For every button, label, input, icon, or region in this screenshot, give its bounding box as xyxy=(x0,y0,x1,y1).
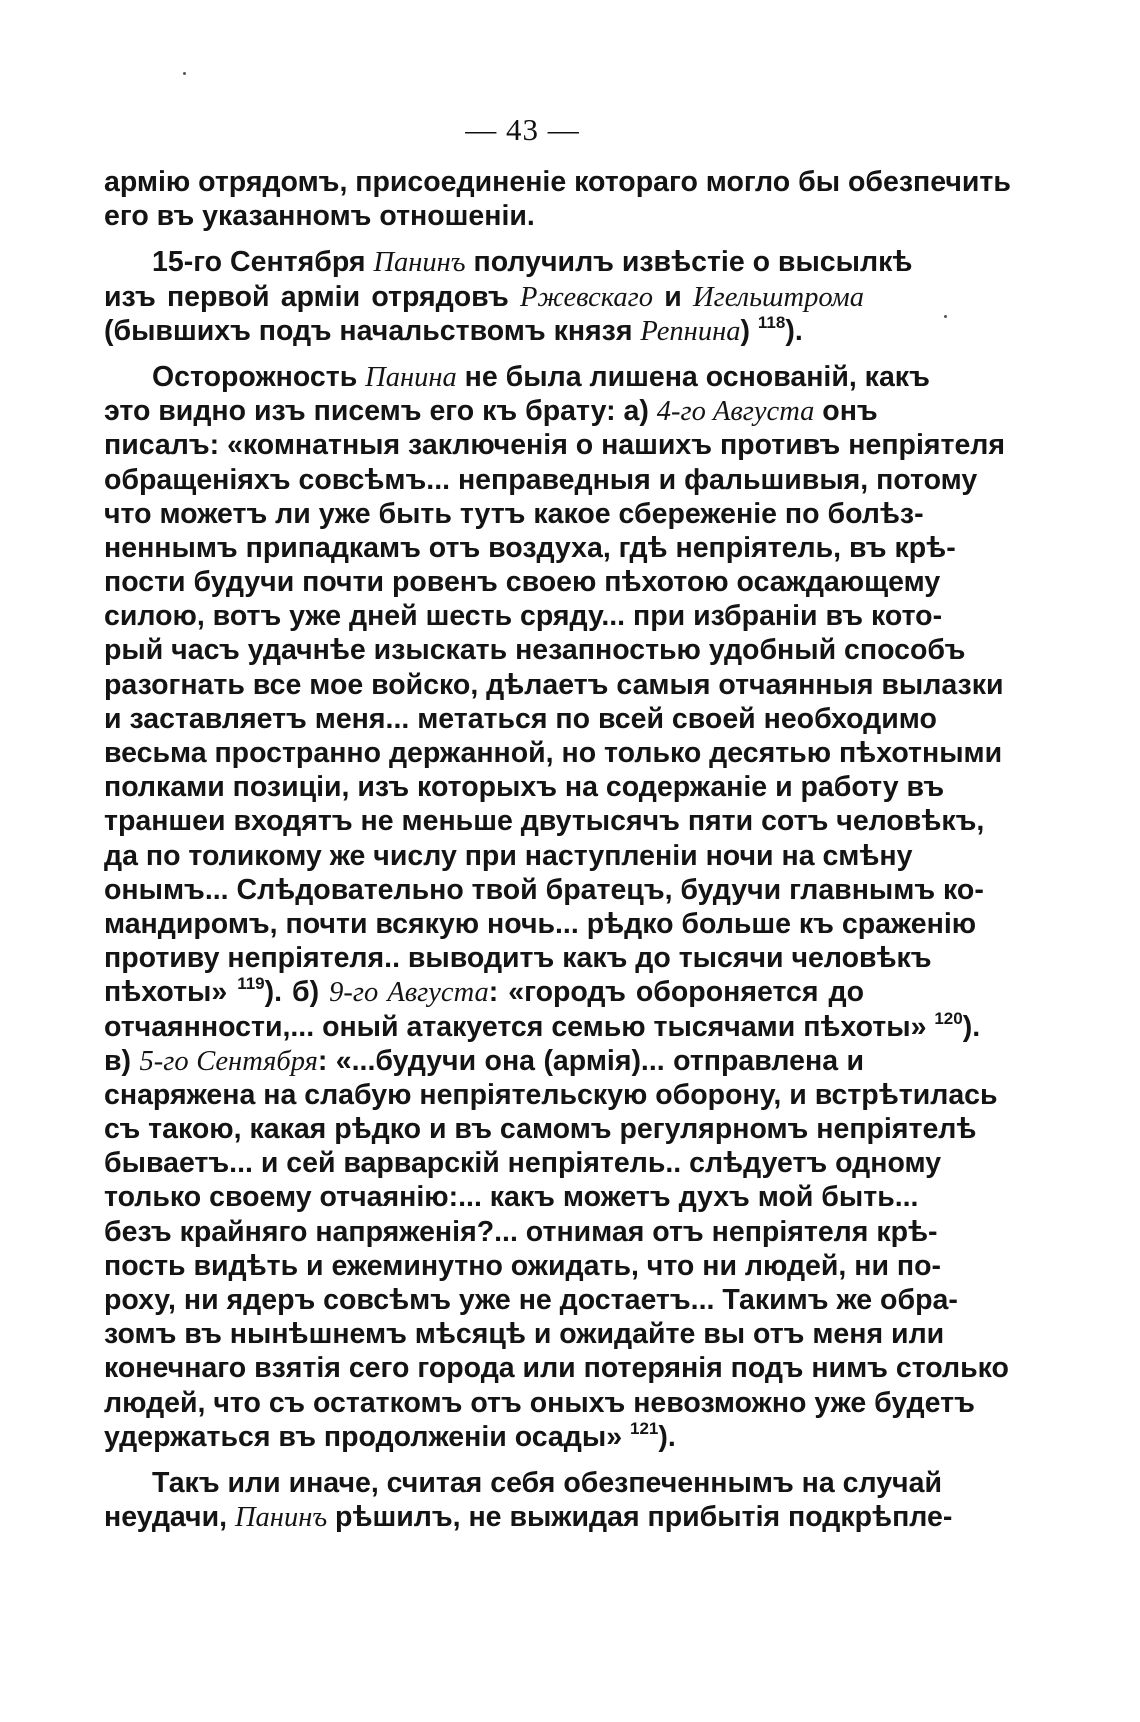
text-line xyxy=(104,702,937,736)
text-segment: силою, вотъ уже дней шесть сряду... при избраніи въ кото- xyxy=(104,600,943,633)
text-segment: снаряжена на слабую непріятельскую оборону, и встрѣтилась xyxy=(104,1078,998,1111)
text-segment: и заставляетъ меня... метаться по всей своей необходимо xyxy=(104,702,937,735)
text-line xyxy=(104,975,864,1009)
text-segment: бываетъ... и сей варварскій непріятель.. слѣдуетъ одному xyxy=(104,1147,942,1180)
italic-name: 9-го Августа xyxy=(329,977,489,1009)
text-line xyxy=(104,736,1003,770)
text-segment: зомъ въ нынѣшнемъ мѣсяцѣ и ожидайте вы отъ меня или xyxy=(104,1318,945,1351)
text-segment: неннымъ припадкамъ отъ воздуха, гдѣ непріятель, въ крѣ- xyxy=(104,531,956,564)
italic-name: 4-го Августа xyxy=(656,396,815,428)
text-segment: : «...будучи она (армія)... отправлена и xyxy=(317,1044,864,1077)
footnote-ref: 120 xyxy=(934,1008,963,1028)
text-segment: писалъ: «комнатныя заключенія о нашихъ противъ непріятеля xyxy=(104,429,1006,462)
text-line xyxy=(104,394,878,428)
text-segment: Осторожность xyxy=(152,360,366,393)
text-segment: разогнать все мое войско, дѣлаетъ самыя отчаянныя вылазки xyxy=(104,668,1004,701)
text-line xyxy=(104,314,864,348)
italic-name: Ржевскаго xyxy=(519,281,654,313)
text-segment: пѣхоты» xyxy=(104,976,238,1009)
text-segment: ). xyxy=(962,1010,981,1043)
text-line xyxy=(104,463,978,497)
text-line xyxy=(104,1146,942,1180)
text-line xyxy=(104,1078,998,1112)
text-line xyxy=(104,280,864,314)
text-segment: отчаянности,... оный атакуется семью тысячами пѣхоты» xyxy=(104,1010,935,1043)
text-line xyxy=(104,804,985,838)
text-segment: это видно изъ писемъ его къ брату: а) xyxy=(104,395,657,428)
text-segment: 15-го Сентября xyxy=(152,246,374,279)
footnote-ref: 119 xyxy=(237,974,265,994)
text-segment: противу непріятеля.. выводитъ какъ до тысячи человѣкъ xyxy=(104,942,932,975)
text-segment: траншеи входятъ не меньше двутысячъ пяти сотъ человѣкъ, xyxy=(104,805,985,838)
text-line xyxy=(104,907,977,941)
text-line xyxy=(104,497,924,531)
text-segment: онъ xyxy=(814,395,878,428)
text-line xyxy=(104,1420,864,1454)
text-segment: ) xyxy=(740,314,758,347)
text-line xyxy=(104,1500,953,1534)
footnote-ref: 121 xyxy=(629,1418,659,1438)
text-line xyxy=(104,839,913,873)
text-line xyxy=(104,1008,981,1044)
text-segment: конечнаго взятія сего города или потерянія подъ нимъ столько xyxy=(104,1352,1009,1385)
italic-name: Панина xyxy=(365,361,457,393)
text-segment: неудачи, xyxy=(104,1501,235,1534)
italic-name: Игельштрома xyxy=(693,281,864,313)
text-line xyxy=(104,531,956,565)
text-line xyxy=(104,1112,977,1146)
text-segment: рый часъ удачнѣе изыскать незапностью удобный способъ xyxy=(104,634,966,667)
text-segment: ). xyxy=(785,314,803,347)
text-segment: пость видѣть и ежеминутно ожидать, что ни людей, ни по- xyxy=(104,1249,942,1282)
text-segment: удержаться въ продолженіи осады» xyxy=(104,1420,630,1453)
text-line xyxy=(104,165,1011,199)
text-line xyxy=(104,599,943,633)
text-line xyxy=(104,941,932,975)
text-line xyxy=(104,873,984,907)
text-segment: Такъ или иначе, считая себя обезпеченнымъ на случай xyxy=(152,1466,942,1499)
scan-speck xyxy=(183,72,186,75)
page-number: — 43 — xyxy=(465,112,580,147)
italic-name: Панинъ xyxy=(234,1502,328,1534)
text-segment: пости будучи почти ровенъ своею пѣхотою осаждающему xyxy=(104,566,941,599)
text-line xyxy=(104,1215,938,1249)
text-segment: ). xyxy=(658,1420,676,1453)
text-line xyxy=(104,668,1004,702)
text-segment: только своему отчаянію:... какъ можетъ духъ мой быть... xyxy=(104,1181,919,1214)
text-segment: весьма пространно держанной, но только десятью пѣхотными xyxy=(104,737,1003,769)
text-segment: полками позиціи, изъ которыхъ на содержаніе и работу въ xyxy=(104,771,945,804)
text-line xyxy=(104,1180,919,1214)
text-segment: и xyxy=(653,280,693,313)
text-line xyxy=(104,199,864,233)
text-line xyxy=(104,770,945,804)
text-segment: его въ указанномъ отношеніи. xyxy=(104,200,535,233)
text-segment: рѣшилъ, не выжидая прибытія подкрѣпле- xyxy=(327,1501,953,1534)
text-segment: съ такою, какая рѣдко и въ самомъ регулярномъ непріятелѣ xyxy=(104,1113,977,1146)
text-segment: ). б) xyxy=(264,976,330,1009)
text-line xyxy=(104,1249,942,1283)
body-text xyxy=(104,165,1011,1534)
italic-name: Репнина xyxy=(640,315,741,347)
text-segment: роху, ни ядеръ совсѣмъ уже не достаетъ... Такимъ же обра- xyxy=(104,1284,958,1316)
text-segment: не была лишена основаній, какъ xyxy=(456,360,930,393)
text-line xyxy=(104,360,930,394)
text-segment: людей, что съ остаткомъ отъ оныхъ невозможно уже будетъ xyxy=(104,1386,975,1419)
text-segment: получилъ извѣстіе о высылкѣ xyxy=(465,246,913,279)
text-segment: обращеніяхъ совсѣмъ... неправедныя и фальшивыя, потому xyxy=(104,463,978,496)
text-segment: безъ крайняго напряженія?... отнимая отъ непріятеля крѣ- xyxy=(104,1215,938,1248)
text-line xyxy=(104,1351,1009,1385)
italic-name: Панинъ xyxy=(373,247,466,279)
text-segment: да по толикому же числу при наступленіи ночи на смѣну xyxy=(104,839,913,872)
footnote-ref: 118 xyxy=(757,312,786,332)
text-line xyxy=(104,1317,945,1351)
text-segment: армію отрядомъ, присоединеніе котораго могло бы обезпечить xyxy=(104,166,1011,198)
text-segment: изъ первой арміи отрядовъ xyxy=(104,280,520,313)
text-segment: что можетъ ли уже быть тутъ какое сбереженіе по болѣз- xyxy=(104,497,924,530)
text-segment: : «городъ обороняется до xyxy=(488,976,864,1009)
text-line xyxy=(104,1044,864,1078)
text-line xyxy=(104,1466,942,1500)
text-line xyxy=(104,565,941,599)
scan-speck xyxy=(944,315,947,318)
text-line xyxy=(104,428,1006,462)
italic-name: 5-го Сентября xyxy=(139,1045,318,1077)
text-segment: (бывшихъ подъ начальствомъ князя xyxy=(104,314,641,347)
text-segment: мандиромъ, почти всякую ночь... рѣдко больше къ сраженію xyxy=(104,907,977,940)
text-line xyxy=(104,245,913,279)
text-segment: в) xyxy=(104,1044,140,1077)
text-segment: онымъ... Слѣдовательно твой братецъ, будучи главнымъ ко- xyxy=(104,873,984,906)
text-line xyxy=(104,633,966,667)
text-line xyxy=(104,1386,975,1420)
text-line xyxy=(104,1283,958,1317)
